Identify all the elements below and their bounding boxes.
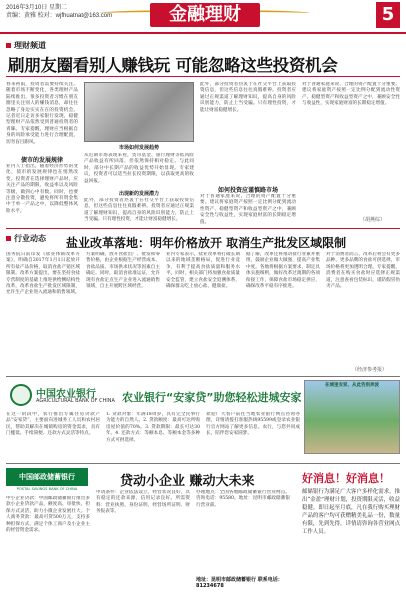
section-tag-industry: 行业动态 [6, 233, 46, 244]
article-column: 业内专家表示，盐业改革将打破长期以来的地域垄断格局，促进行业竞争，有利于提高食盐质量和服务水平。同时，相关部门将加强食盐质量安全监管，建立食盐安全追溯体系，确保群众吃上放心盐、健康盐。 [166, 252, 240, 290]
abc-logo-icon [10, 384, 32, 406]
second-headline: 盐业改革落地：明年价格放开 取消生产批发区域限制 [66, 236, 347, 250]
subheading: 债市的发展规律 [20, 157, 63, 164]
article-column: 在这一阶段中，农行推出专属住房贷款产品“安家贷”，主要面向进城务工人员和农村居民，帮助其解决在城镇购房的资金需求，具有门槛低、手续简便、还款方式灵活等特点。 [6, 412, 100, 437]
section-tag-licai: 理财频道 [6, 40, 46, 51]
article-column: 办理地点：全国各地邮政储蓄银行营业网点。咨询电话：95580。地址：昆明市邮政储蓄银行营业部。 [196, 490, 290, 508]
photo-caption: 市场如何发展趋势 [118, 145, 159, 151]
top-headline: 刷朋友圈看别人赚钱玩 可能忽略这些投资机会 [8, 56, 338, 75]
article-column: 欢迎广大客户前往当地农业银行网点咨询办理，详情请拨打客服热线95599或登录农业银行官方网站了解更多信息。农行，与您共同成长，陪伴您安家圆梦。 [206, 412, 300, 437]
section-title: 金融理财 [150, 3, 260, 27]
divider [6, 463, 400, 464]
article-column: 申请条件：企业依法设立，经营状况良好，具有稳定的还款来源，信用记录良好。所需资料：营业执照、身份证明、经营场所证明、财务报表等。 [96, 490, 190, 515]
divider [6, 76, 400, 77]
promo-text: 邮储银行为满足广大客户多样化需求，推出“金盈”理财计划，投资期限灵活，收益稳健。即日起至月底，凡在我行购买理财产品的客户均可获赠精美礼品一份，数量有限，先到先得。详情请咨询各营业网点工作人员。 [302, 489, 400, 535]
source-credit: （经济参考报） [352, 367, 388, 373]
byline: （胡燕综） [360, 217, 386, 223]
good-news-banner: 好消息！好消息！ [302, 472, 390, 485]
masthead-info [6, 4, 112, 20]
page-number: 5 [376, 2, 400, 28]
psbc-contact: 地址：昆明市邮政储蓄银行 联系电话：81234678 [196, 577, 283, 589]
abc-ad-headline: 农业银行“安家贷”助您轻松进城安家 [122, 391, 302, 404]
psbc-logo: 中国邮政储蓄银行 [6, 468, 88, 486]
abc-ad-photo [304, 380, 400, 454]
psbc-headline: 贷动小企业 赚动大未来 [120, 474, 255, 489]
article-column: 中小企业贷款：中国邮政储蓄银行推出多款小企业贷款产品，额度高、审批快、担保方式灵活，助力小微企业发展壮大。个人商务贷款：最高可贷500万元，支持多种担保方式，满足个体工商户及小企业主的经营资金需求。 [6, 496, 90, 534]
article-column: 业内人士指出，随着经济形势的变化，债市的发展规律也在悄然改变。投资者在选择理财产品时，应关注产品的期限、收益率以及风险等级，做到心中有数。同时，也要注意分散投资，避免将所有资金集中于单一产品之中，以降低整体风险水平。 [6, 164, 78, 214]
article-column: 对于消费者而言，改革后将会有更多品种、更多品牌的食盐可供选择，市场价格将更加透明合理。专家提醒，消费者在购买食盐时应选择正规渠道，注意查看包装标识，谨防假冒伪劣产品。 [326, 252, 400, 290]
article-column: 对于普通家庭来说，合理的资产配置十分重要。建议将家庭资产按照一定比例分配到流动性资产、稳健型资产和收益型资产之中，兼顾安全性与收益性，实现家庭财富的长期稳定增值。 [200, 194, 296, 224]
article-column: 方案明确，放开食盐出厂、批发和零售价格，由企业根据生产经营成本、食盐品质、市场供求状况等因素自主确定。同时，取消食盐准运证，允许现有食盐定点生产企业进入流通销售领域，自主开展跨区域经营。 [86, 252, 160, 290]
masthead-date: 2016年3月10日 星期二 [6, 5, 68, 11]
article-photo [84, 82, 194, 142]
article-column: 从近期市场表现来看，货币基金、银行理财等低风险产品收益有所回落，但依然保持相对稳定。与此同时，部分中长期产品的收益优势开始显现。专家建议，投资者可以适当拉长投资期限，以获取更高的收益回报。 [84, 153, 194, 184]
article-column: 据了解，改革还将推动盐行业兼并重组，鼓励企业做大做强，提高产业集中度。各地将根据方案要求，制定具体实施细则，做好改革过渡期的各项衔接工作，保障食盐市场稳定供应，确保改革平稳有序推进。 [246, 252, 320, 290]
divider [6, 228, 400, 229]
article-column: 春来初雨，投资者需要持续关注。随着市场不断变化，各类理财产品陆续推出，很多投资者习惯在朋友圈里关注别人的赚钱消息，却往往忽略了身边实实在在的投资机会。记者近日走访多家银行发现，稳健型理财产品依然受到普通投资者的青睐。专家提醒，理财应当根据自身的风险承受能力进行合理配置，切勿盲目跟风。 [6, 82, 78, 145]
article-column: 1. 贷款对象：年满18周岁，具有完全民事行为能力的自然人。2. 贷款额度：最高可达所购房屋价值的70%。3. 贷款期限：最长可达30年。4. 还款方式：等额本息、等额本金等多种方式可供选择。 [106, 412, 200, 443]
article-column: 此外，部分投资者热衷于在社交平台上获取投资信息，但这些信息往往真假难辨。投资者应通过正规渠道了解理财知识，提高自身的风险识别能力，防止上当受骗。只有理性投资，才能让财富稳健增长。 [84, 198, 194, 223]
article-column: 此外，部分投资者热衷于在社交平台上获取投资信息，但这些信息往往真假难辨。投资者应通过正规渠道了解理财知识，提高自身的风险识别能力，防止上当受骗。只有理性投资，才能让财富稳健增长。 [200, 82, 296, 113]
abc-bank-name: 中国农业银行 [36, 389, 96, 400]
masthead-editor: 责编：黄雅 校对：wjfhuatnat@163.com [6, 13, 113, 19]
abc-ad-slogan: 在城里安家，从此告别奔波 [325, 383, 379, 388]
divider [6, 376, 400, 377]
masthead [0, 0, 406, 34]
article-column: 对于普通家庭来说，合理的资产配置十分重要。建议将家庭资产按照一定比例分配到流动性资产、稳健型资产和收益型资产之中，兼顾安全性与收益性，实现家庭财富的长期稳定增值。 [302, 82, 400, 107]
photo-caption: 出现新的发展潜力 [118, 191, 159, 197]
abc-bank-name-en: AGRICULTURAL BANK OF CHINA [36, 398, 115, 404]
subheading: 如何投资应谨慎路市场 [217, 187, 278, 194]
article-column: 国务院日前印发《盐业体制改革方案》，明确自2017年1月1日起放开所有盐产品价格，取消食盐产销区域限制。改革方案提出，要在坚持食盐专营制度的基础上推进供给侧结构性改革，改革食盐生产批发区域限制，允许生产企业进入流通和销售领域。 [6, 252, 80, 296]
psbc-bank-name-en: POSTAL SAVINGS BANK OF CHINA [16, 487, 78, 491]
